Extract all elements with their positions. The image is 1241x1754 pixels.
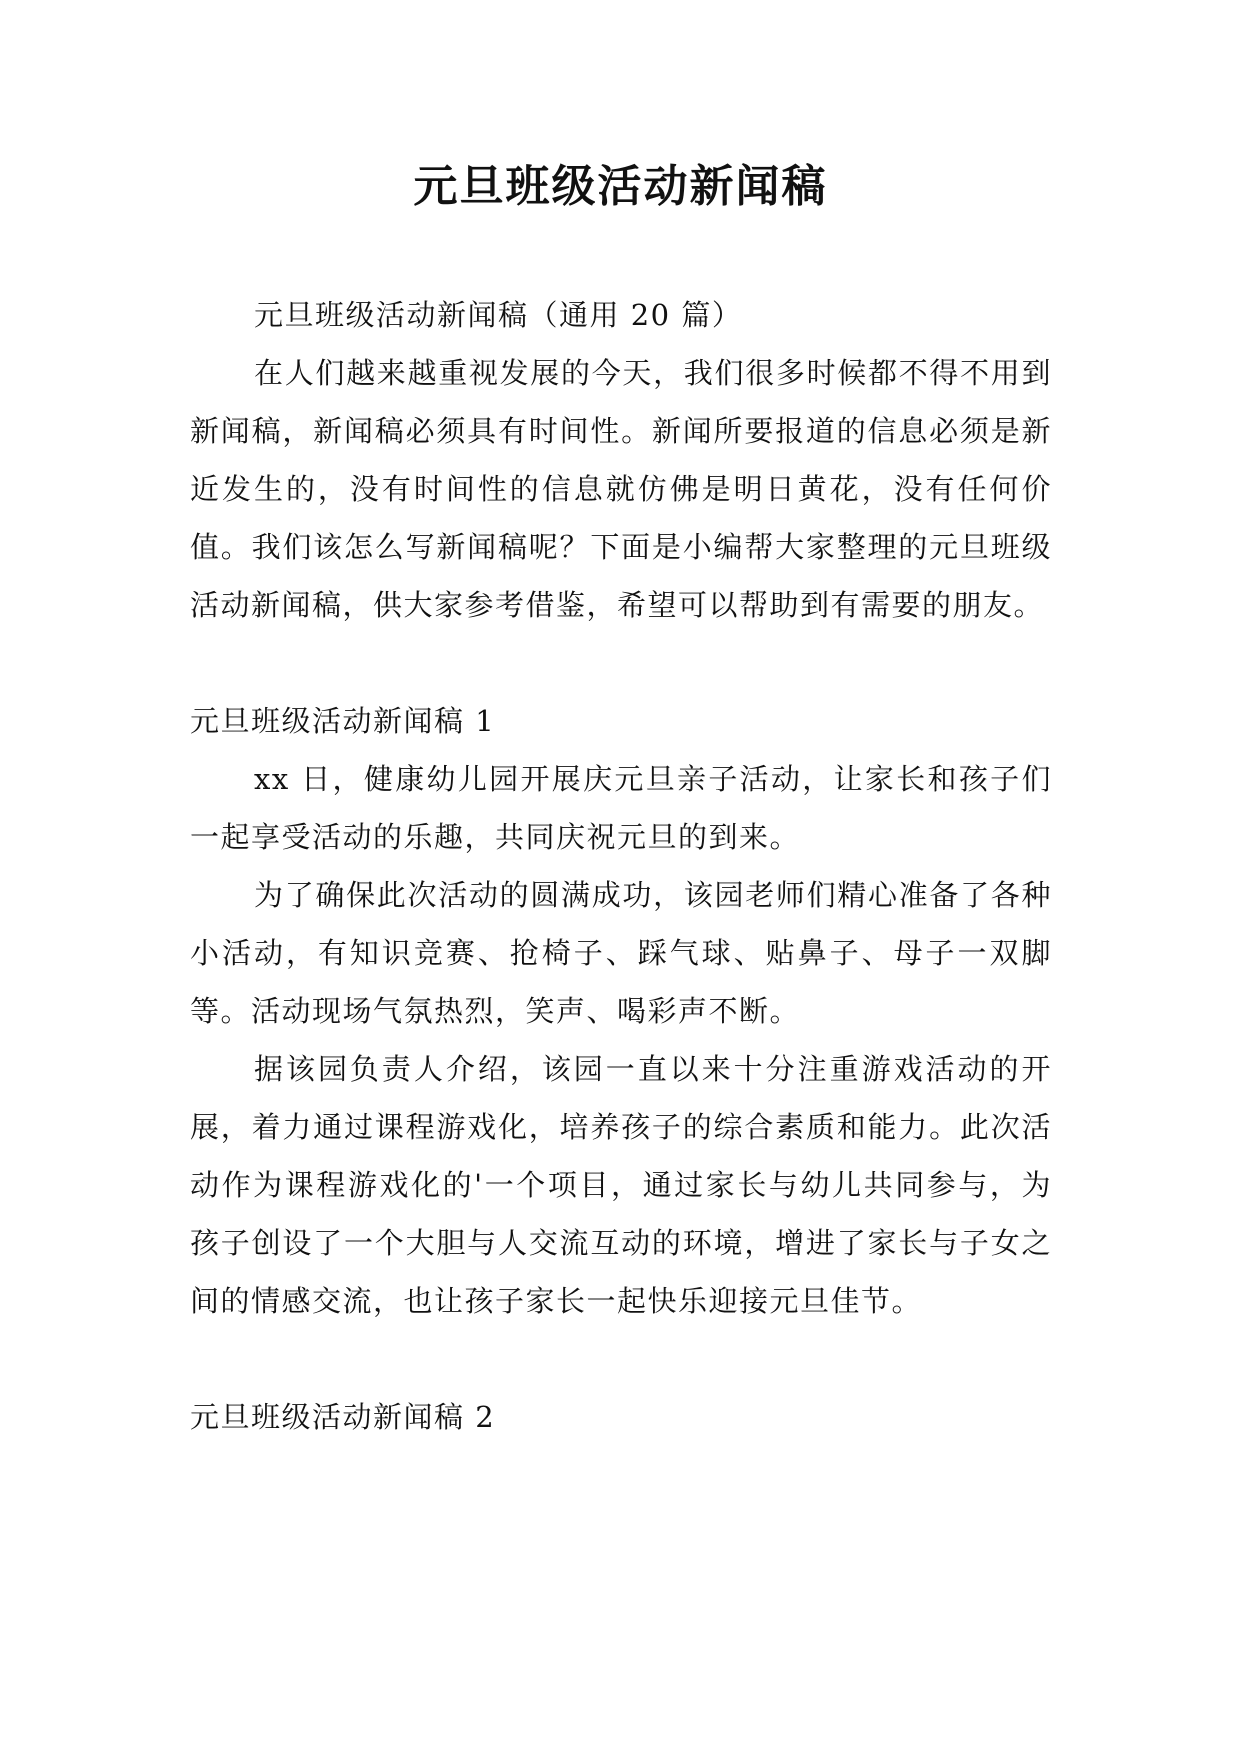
section-heading-1: 元旦班级活动新闻稿 1 xyxy=(190,704,496,738)
section-spacer xyxy=(190,1330,1052,1388)
document-body xyxy=(190,286,1052,1446)
document-title: 元旦班级活动新闻稿 xyxy=(413,161,828,212)
section-1-paragraph-1: xx 日，健康幼儿园开展庆元旦亲子活动，让家长和孩子们一起享受活动的乐趣，共同庆祝元旦的到来。 xyxy=(190,762,1052,854)
section-1-paragraph-2: 为了确保此次活动的圆满成功，该园老师们精心准备了各种小活动，有知识竞赛、抢椅子、踩气球、贴鼻子、母子一双脚等。活动现场气氛热烈，笑声、喝彩声不断。 xyxy=(190,878,1052,1028)
section-heading-2: 元旦班级活动新闻稿 2 xyxy=(190,1400,496,1434)
section-spacer xyxy=(190,634,1052,692)
section-1-paragraph-3: 据该园负责人介绍，该园一直以来十分注重游戏活动的开展，着力通过课程游戏化，培养孩子的综合素质和能力。此次活动作为课程游戏化的'一个项目，通过家长与幼儿共同参与，为孩子创设了一个大胆与人交流互动的环境，增进了家长与子女之间的情感交流，也让孩子家长一起快乐迎接元旦佳节。 xyxy=(190,1052,1052,1318)
document-subtitle: 元旦班级活动新闻稿（通用 20 篇） xyxy=(254,298,743,332)
intro-paragraph: 在人们越来越重视发展的今天，我们很多时候都不得不用到新闻稿，新闻稿必须具有时间性。新闻所要报道的信息必须是新近发生的，没有时间性的信息就仿佛是明日黄花，没有任何价值。我们该怎么写新闻稿呢？下面是小编帮大家整理的元旦班级活动新闻稿，供大家参考借鉴，希望可以帮助到有需要的朋友。 xyxy=(190,356,1052,622)
